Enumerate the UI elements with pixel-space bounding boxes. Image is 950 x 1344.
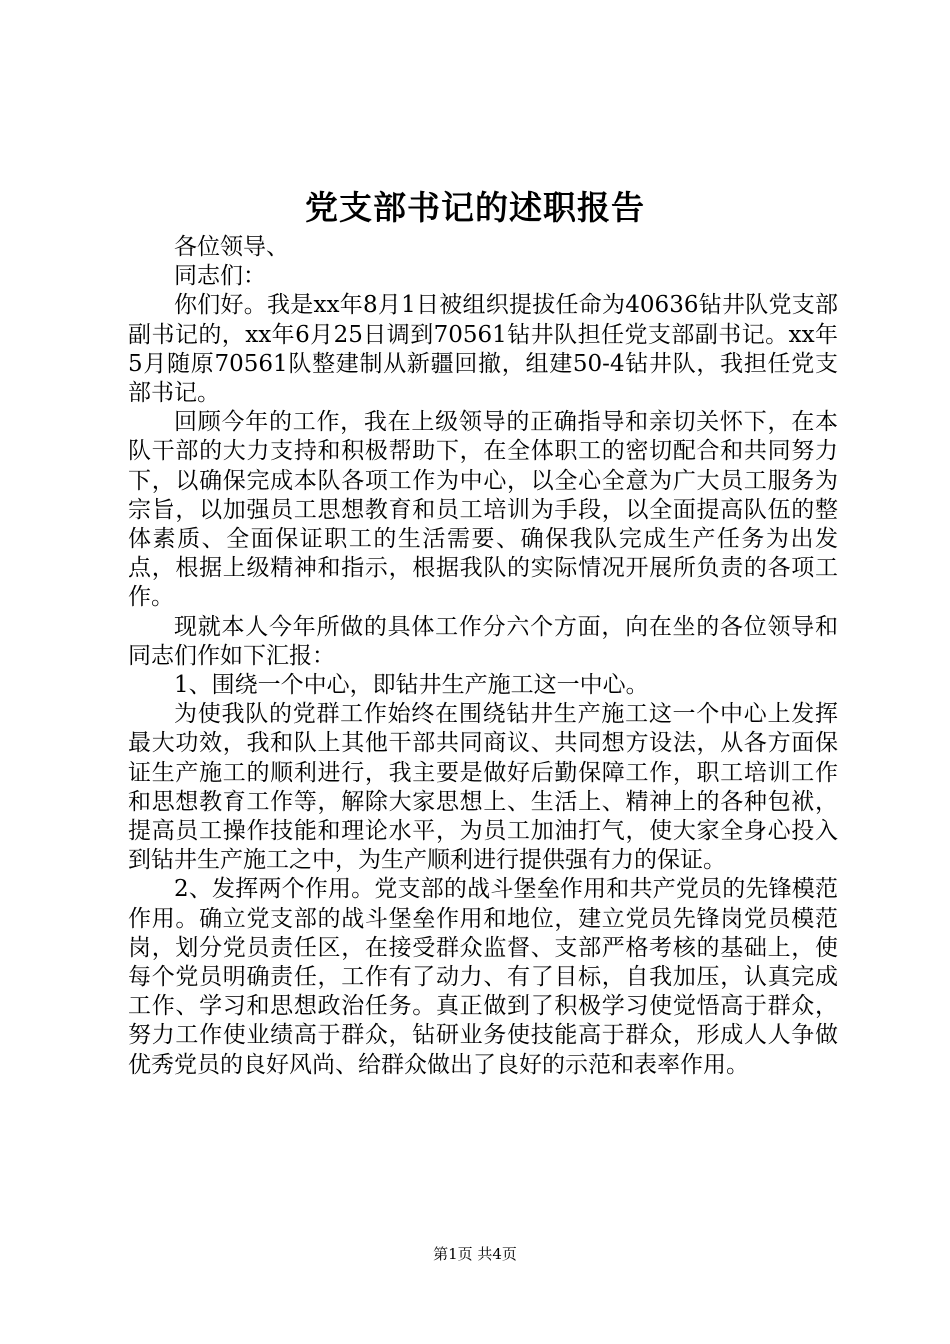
section-heading-1: 1、围绕一个中心，即钻井生产施工这一中心。: [174, 672, 649, 699]
paragraph-section-1: 为使我队的党群工作始终在围绕钻井生产施工这一个中心上发挥最大功效，我和队上其他干部共同商议、共同想方设法，从各方面保证生产施工的顺利进行，我主要是做好后勤保障工作，职工培训工作和思想教育工作等，解除大家思想上、生活上、精神上的各种包袱，提高员工操作技能和理论水平，为员工加油打气，使大家全身心投入到钻井生产施工之中，为生产顺利进行提供强有力的保证。: [128, 701, 838, 874]
page-footer: 第1页 共4页: [433, 1245, 517, 1263]
paragraph-introduction: 你们好。我是xx年8月1日被组织提拔任命为40636钻井队党支部副书记的，xx年6月25日调到70561钻井队担任党支部副书记。xx年5月随原70561队整建制从新疆回撤，组建50-4钻井队，我担任党支部书记。: [128, 292, 838, 407]
document-title: 党支部书记的述职报告: [305, 188, 645, 227]
paragraph-review: 回顾今年的工作，我在上级领导的正确指导和亲切关怀下，在本队干部的大力支持和积极帮助下，在全体职工的密切配合和共同努力下，以确保完成本队各项工作为中心，以全心全意为广大员工服务为宗旨，以加强员工思想教育和员工培训为手段，以全面提高队伍的整体素质、全面保证职工的生活需要、确保我队完成生产任务为出发点，根据上级精神和指示，根据我队的实际情况开展所负责的各项工作。: [128, 409, 838, 611]
salutation-leaders: 各位领导、: [174, 234, 289, 260]
paragraph-section-2: 2、发挥两个作用。党支部的战斗堡垒作用和共产党员的先锋模范作用。确立党支部的战斗堡垒作用和地位，建立党员先锋岗党员模范岗，划分党员责任区，在接受群众监督、支部严格考核的基础上，使每个党员明确责任，工作有了动力、有了目标，自我加压，认真完成工作、学习和思想政治任务。真正做到了积极学习使觉悟高于群众，努力工作使业绩高于群众，钻研业务使技能高于群众，形成人人争做优秀党员的良好风尚、给群众做出了良好的示范和表率作用。: [128, 876, 838, 1078]
paragraph-overview: 现就本人今年所做的具体工作分六个方面，向在坐的各位领导和同志们作如下汇报：: [128, 613, 838, 669]
salutation-comrades: 同志们：: [174, 263, 266, 290]
document-body: [128, 233, 838, 1080]
